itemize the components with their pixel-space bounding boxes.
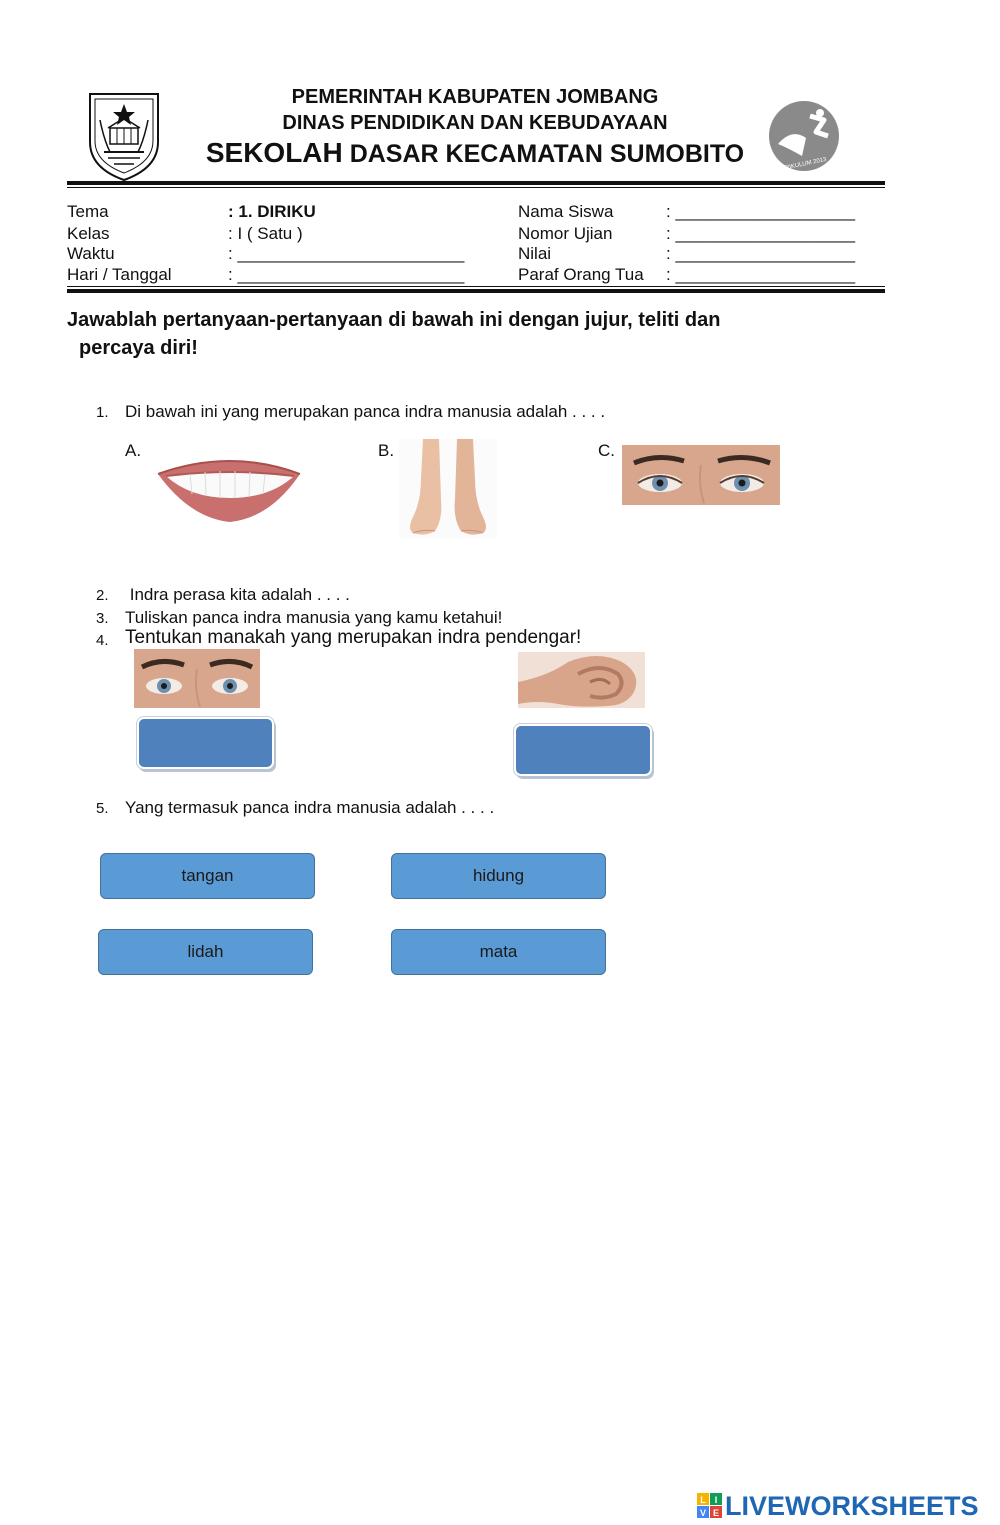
instruction-line-1: Jawablah pertanyaan-pertanyaan di bawah ini dengan jujur, teliti dan: [67, 309, 721, 331]
mouth-image[interactable]: [150, 438, 310, 530]
field-value-hari-tanggal[interactable]: : ________________________: [228, 265, 465, 284]
svg-text:I: I: [714, 1495, 718, 1505]
liveworksheets-brand: LIVEWORKSHEETS: [725, 1490, 979, 1521]
liveworksheets-logo[interactable]: [697, 1488, 979, 1524]
header-rule-thin: [67, 187, 885, 188]
question-2-number: 2.: [96, 587, 109, 604]
option-c-label: C.: [598, 441, 615, 460]
header-line-1: PEMERINTAH KABUPATEN JOMBANG: [291, 86, 659, 108]
field-label-hari-tanggal: Hari / Tanggal: [67, 265, 172, 284]
question-1-text: Di bawah ini yang merupakan panca indra manusia adalah . . . .: [125, 402, 606, 421]
svg-text:E: E: [712, 1508, 720, 1518]
instruction-line-2: percaya diri!: [79, 337, 198, 359]
choice-mata-button[interactable]: mata: [391, 929, 606, 975]
instruction-text: [67, 306, 847, 362]
header-school-word: SEKOLAH: [205, 137, 343, 168]
field-value-paraf[interactable]: : ___________________: [666, 265, 856, 284]
field-value-nilai[interactable]: : ___________________: [666, 244, 856, 263]
svg-text:L: L: [700, 1495, 706, 1505]
q4-answer-box-eyes[interactable]: [137, 717, 274, 769]
field-value-nomor-ujian[interactable]: : ___________________: [666, 224, 856, 243]
question-3-text: Tuliskan panca indra manusia yang kamu ketahui!: [125, 608, 503, 627]
question-4-text: Tentukan manakah yang merupakan indra pendengar!: [125, 627, 582, 648]
kurikulum-2013-logo: [766, 98, 842, 174]
svg-text:V: V: [699, 1508, 707, 1518]
field-value-kelas: : I ( Satu ): [228, 224, 303, 243]
identity-rule-thin: [67, 286, 885, 287]
header-school-name: [140, 137, 810, 169]
question-5-number: 5.: [96, 800, 109, 817]
header-school-rest: DASAR KECAMATAN SUMOBITO: [342, 140, 745, 168]
field-value-tema: : 1. DIRIKU: [228, 202, 316, 221]
field-value-waktu[interactable]: : ________________________: [228, 244, 465, 263]
question-5-text: Yang termasuk panca indra manusia adalah . . . .: [125, 798, 495, 817]
q4-ear-image: [518, 652, 645, 708]
choice-tangan-button[interactable]: tangan: [100, 853, 315, 899]
kurikulum-logo-text: KURIKULUM 2013: [776, 156, 828, 174]
field-label-nomor-ujian: Nomor Ujian: [518, 224, 613, 243]
header-rule-thick: [67, 181, 885, 185]
eyes-image[interactable]: [622, 445, 780, 505]
q4-answer-box-ear[interactable]: [514, 724, 652, 776]
feet-image[interactable]: [399, 439, 497, 539]
field-label-waktu: Waktu: [67, 244, 115, 263]
question-4-number: 4.: [96, 632, 109, 649]
field-label-kelas: Kelas: [67, 224, 110, 243]
question-2-text: Indra perasa kita adalah . . . .: [125, 585, 350, 604]
field-label-paraf: Paraf Orang Tua: [518, 265, 644, 284]
field-label-nama-siswa: Nama Siswa: [518, 202, 614, 221]
question-1-number: 1.: [96, 404, 109, 421]
field-label-nilai: Nilai: [518, 244, 552, 263]
choice-lidah-button[interactable]: lidah: [98, 929, 313, 975]
choice-hidung-button[interactable]: hidung: [391, 853, 606, 899]
field-value-nama-siswa[interactable]: : ___________________: [666, 202, 856, 221]
question-3-number: 3.: [96, 610, 109, 627]
liveworksheets-badge-icon: [697, 1493, 723, 1519]
header-line-2: DINAS PENDIDIKAN DAN KEBUDAYAAN: [282, 112, 668, 134]
identity-rule-thick: [67, 289, 885, 293]
field-label-tema: Tema: [67, 202, 109, 221]
option-b-label: B.: [378, 441, 395, 460]
q4-eyes-image: [134, 649, 260, 708]
option-a-label: A.: [125, 441, 142, 460]
